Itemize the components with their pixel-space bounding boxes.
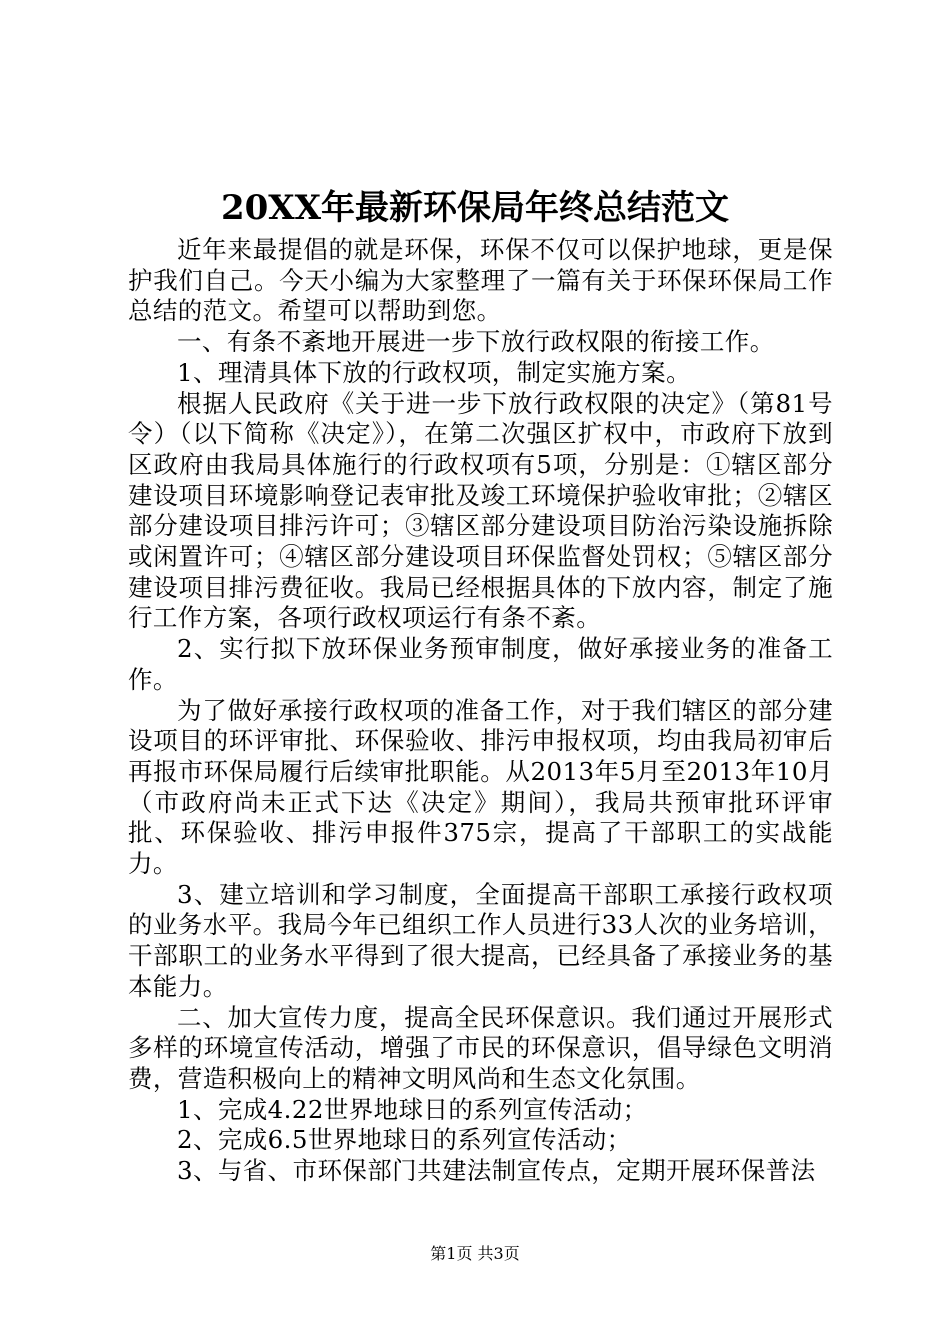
document-title: 20XX年最新环保局年终总结范文	[220, 188, 730, 228]
list-item-1: 1、完成4.22世界地球日的系列宣传活动；	[177, 1094, 648, 1124]
paragraph-intro: 近年来最提倡的就是环保，环保不仅可以保护地球，更是保护我们自己。今天小编为大家整理了一篇有关于环保环保局工作总结的范文。希望可以帮助到您。	[128, 235, 833, 326]
page-footer: 第1页 共3页	[430, 1244, 520, 1263]
paragraph-preparation: 为了做好承接行政权项的准备工作，对于我们辖区的部分建设项目的环评审批、环保验收、排污申报权项，均由我局初审后再报市环保局履行后续审批职能。从2013年5月至2013年10月（市政府尚未正式下达《决定》期间），我局共预审批环评审批、环保验收、排污申报件375宗，提高了干部职工的实战能力。	[128, 695, 833, 879]
subheading-1-1: 1、理清具体下放的行政权项，制定实施方案。	[177, 357, 691, 387]
subheading-1-2: 2、实行拟下放环保业务预审制度，做好承接业务的准备工作。	[128, 634, 833, 694]
document-body	[128, 235, 833, 1187]
heading-section-1: 一、有条不紊地开展进一步下放行政权限的衔接工作。	[177, 327, 775, 357]
paragraph-decision: 根据人民政府《关于进一步下放行政权限的决定》（第81号令）（以下简称《决定》），在第二次强区扩权中，市政府下放到区政府由我局具体施行的行政权项有5项，分别是：①辖区部分建设项目环境影响登记表审批及竣工环境保护验收审批；②辖区部分建设项目排污许可；③辖区部分建设项目防治污染设施拆除或闲置许可；④辖区部分建设项目环保监督处罚权；⑤辖区部分建设项目排污费征收。我局已经根据具体的下放内容，制定了施行工作方案，各项行政权项运行有条不紊。	[128, 388, 833, 633]
list-item-2: 2、完成6.5世界地球日的系列宣传活动；	[177, 1125, 632, 1155]
heading-section-2: 二、加大宣传力度，提高全民环保意识。我们通过开展形式多样的环境宣传活动，增强了市民的环保意识，倡导绿色文明消费，营造积极向上的精神文明风尚和生态文化氛围。	[128, 1002, 833, 1093]
list-item-3: 3、与省、市环保部门共建法制宣传点，定期开展环保普法	[177, 1156, 816, 1186]
subheading-1-3: 3、建立培训和学习制度，全面提高干部职工承接行政权项的业务水平。我局今年已组织工作人员进行33人次的业务培训，干部职工的业务水平得到了很大提高，已经具备了承接业务的基本能力。	[128, 879, 833, 1001]
